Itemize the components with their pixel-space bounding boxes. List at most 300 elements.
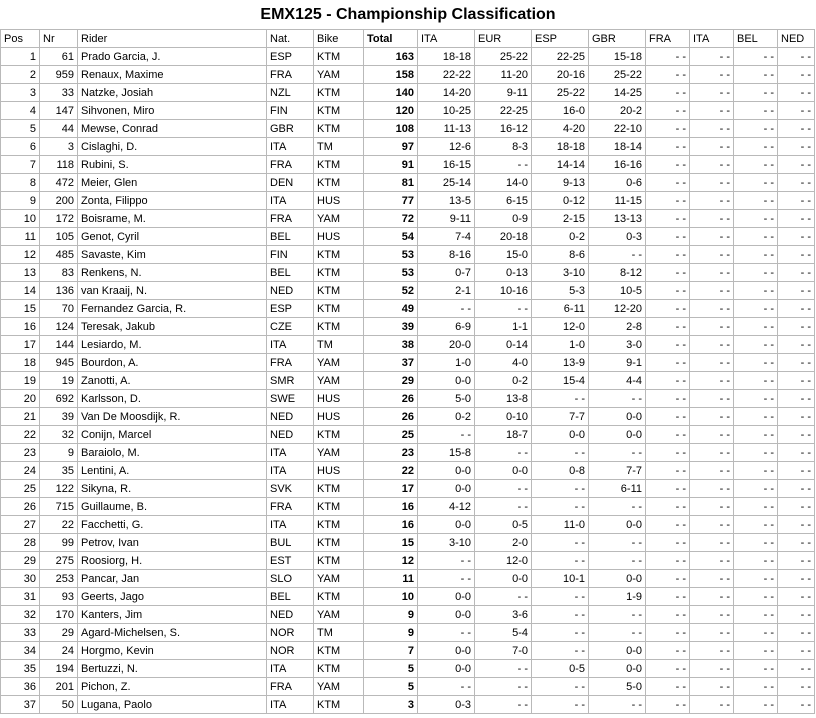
round-result-cell: 25-14 <box>418 174 475 192</box>
round-result-cell: - - <box>734 660 778 678</box>
round-result-cell: - - <box>690 264 734 282</box>
rider-cell: Guillaume, B. <box>78 498 267 516</box>
table-row <box>1 372 815 390</box>
round-result-cell: - - <box>690 444 734 462</box>
nat-cell: FRA <box>267 156 314 174</box>
round-result-cell: - - <box>475 156 532 174</box>
round-result-cell: 13-13 <box>589 210 646 228</box>
total-cell: 52 <box>364 282 418 300</box>
total-cell: 91 <box>364 156 418 174</box>
pos-cell: 5 <box>1 120 40 138</box>
round-result-cell: 3-0 <box>589 336 646 354</box>
pos-cell: 29 <box>1 552 40 570</box>
bike-cell: HUS <box>314 408 364 426</box>
round-result-cell: - - <box>734 372 778 390</box>
round-result-cell: 22-25 <box>475 102 532 120</box>
round-result-cell: - - <box>646 138 690 156</box>
round-result-cell: 0-0 <box>418 606 475 624</box>
total-cell: 9 <box>364 624 418 642</box>
round-result-cell: - - <box>734 300 778 318</box>
bike-cell: YAM <box>314 210 364 228</box>
pos-cell: 24 <box>1 462 40 480</box>
round-result-cell: - - <box>475 480 532 498</box>
rider-cell: Renaux, Maxime <box>78 66 267 84</box>
round-result-cell: - - <box>734 498 778 516</box>
bike-cell: KTM <box>314 642 364 660</box>
nr-cell: 22 <box>40 516 78 534</box>
total-cell: 49 <box>364 300 418 318</box>
round-result-cell: - - <box>734 642 778 660</box>
round-result-cell: - - <box>778 660 815 678</box>
round-result-cell: - - <box>589 534 646 552</box>
total-cell: 72 <box>364 210 418 228</box>
round-result-cell: - - <box>690 354 734 372</box>
header-rider: Rider <box>78 30 267 48</box>
round-result-cell: 20-0 <box>418 336 475 354</box>
round-result-cell: - - <box>418 552 475 570</box>
nr-cell: 485 <box>40 246 78 264</box>
round-result-cell: - - <box>646 156 690 174</box>
round-result-cell: 14-20 <box>418 84 475 102</box>
round-result-cell: - - <box>418 426 475 444</box>
table-row <box>1 318 815 336</box>
round-result-cell: 3-6 <box>475 606 532 624</box>
bike-cell: KTM <box>314 174 364 192</box>
nr-cell: 200 <box>40 192 78 210</box>
round-result-cell: - - <box>475 678 532 696</box>
nr-cell: 39 <box>40 408 78 426</box>
bike-cell: KTM <box>314 660 364 678</box>
round-result-cell: - - <box>734 552 778 570</box>
round-result-cell: 0-0 <box>475 570 532 588</box>
pos-cell: 31 <box>1 588 40 606</box>
round-result-cell: - - <box>532 606 589 624</box>
bike-cell: KTM <box>314 498 364 516</box>
round-result-cell: - - <box>734 588 778 606</box>
nat-cell: NED <box>267 426 314 444</box>
rider-cell: Petrov, Ivan <box>78 534 267 552</box>
round-result-cell: - - <box>778 642 815 660</box>
total-cell: 23 <box>364 444 418 462</box>
pos-cell: 23 <box>1 444 40 462</box>
round-result-cell: - - <box>418 570 475 588</box>
bike-cell: YAM <box>314 66 364 84</box>
round-result-cell: 0-0 <box>589 642 646 660</box>
round-result-cell: 2-1 <box>418 282 475 300</box>
round-result-cell: 0-7 <box>418 264 475 282</box>
pos-cell: 16 <box>1 318 40 336</box>
round-result-cell: - - <box>690 156 734 174</box>
nr-cell: 715 <box>40 498 78 516</box>
round-result-cell: - - <box>646 678 690 696</box>
rider-cell: Sihvonen, Miro <box>78 102 267 120</box>
round-result-cell: - - <box>418 624 475 642</box>
round-result-cell: 6-11 <box>532 300 589 318</box>
round-result-cell: 0-0 <box>418 642 475 660</box>
round-result-cell: - - <box>690 48 734 66</box>
pos-cell: 11 <box>1 228 40 246</box>
nr-cell: 83 <box>40 264 78 282</box>
total-cell: 26 <box>364 408 418 426</box>
header-nr: Nr <box>40 30 78 48</box>
nr-cell: 147 <box>40 102 78 120</box>
pos-cell: 20 <box>1 390 40 408</box>
rider-cell: Geerts, Jago <box>78 588 267 606</box>
round-result-cell: - - <box>778 264 815 282</box>
total-cell: 37 <box>364 354 418 372</box>
round-result-cell: - - <box>734 696 778 714</box>
bike-cell: YAM <box>314 678 364 696</box>
bike-cell: KTM <box>314 84 364 102</box>
rider-cell: Bertuzzi, N. <box>78 660 267 678</box>
round-result-cell: 0-0 <box>418 372 475 390</box>
pos-cell: 36 <box>1 678 40 696</box>
round-result-cell: - - <box>690 336 734 354</box>
round-result-cell: - - <box>646 480 690 498</box>
round-result-cell: - - <box>475 300 532 318</box>
table-row <box>1 516 815 534</box>
round-result-cell: - - <box>589 606 646 624</box>
page-title: EMX125 - Championship Classification <box>260 6 556 23</box>
nr-cell: 19 <box>40 372 78 390</box>
nat-cell: CZE <box>267 318 314 336</box>
round-result-cell: 2-15 <box>532 210 589 228</box>
round-result-cell: - - <box>778 534 815 552</box>
total-cell: 158 <box>364 66 418 84</box>
round-result-cell: 0-2 <box>418 408 475 426</box>
round-result-cell: 8-12 <box>589 264 646 282</box>
header-row <box>1 30 815 48</box>
nat-cell: FIN <box>267 246 314 264</box>
table-row <box>1 210 815 228</box>
pos-cell: 26 <box>1 498 40 516</box>
header-round-1: ITA <box>418 30 475 48</box>
pos-cell: 19 <box>1 372 40 390</box>
bike-cell: KTM <box>314 102 364 120</box>
round-result-cell: - - <box>778 300 815 318</box>
nat-cell: BUL <box>267 534 314 552</box>
round-result-cell: - - <box>778 246 815 264</box>
round-result-cell: - - <box>734 516 778 534</box>
round-result-cell: - - <box>690 84 734 102</box>
round-result-cell: - - <box>646 318 690 336</box>
round-result-cell: - - <box>646 192 690 210</box>
round-result-cell: - - <box>475 696 532 714</box>
round-result-cell: 0-3 <box>418 696 475 714</box>
round-result-cell: 0-5 <box>532 660 589 678</box>
round-result-cell: 14-25 <box>589 84 646 102</box>
round-result-cell: - - <box>646 498 690 516</box>
bike-cell: HUS <box>314 390 364 408</box>
nat-cell: GBR <box>267 120 314 138</box>
round-result-cell: - - <box>690 462 734 480</box>
nr-cell: 118 <box>40 156 78 174</box>
bike-cell: TM <box>314 138 364 156</box>
nr-cell: 44 <box>40 120 78 138</box>
pos-cell: 15 <box>1 300 40 318</box>
round-result-cell: 16-12 <box>475 120 532 138</box>
round-result-cell: - - <box>778 408 815 426</box>
nat-cell: ITA <box>267 696 314 714</box>
round-result-cell: - - <box>778 48 815 66</box>
round-result-cell: - - <box>589 696 646 714</box>
nr-cell: 29 <box>40 624 78 642</box>
total-cell: 5 <box>364 660 418 678</box>
round-result-cell: - - <box>646 516 690 534</box>
round-result-cell: - - <box>778 390 815 408</box>
round-result-cell: - - <box>690 534 734 552</box>
total-cell: 17 <box>364 480 418 498</box>
pos-cell: 28 <box>1 534 40 552</box>
round-result-cell: 6-11 <box>589 480 646 498</box>
bike-cell: TM <box>314 336 364 354</box>
round-result-cell: - - <box>690 102 734 120</box>
total-cell: 22 <box>364 462 418 480</box>
nat-cell: ITA <box>267 138 314 156</box>
total-cell: 53 <box>364 264 418 282</box>
bike-cell: YAM <box>314 570 364 588</box>
header-round-4: GBR <box>589 30 646 48</box>
round-result-cell: - - <box>778 66 815 84</box>
round-result-cell: 9-11 <box>418 210 475 228</box>
bike-cell: KTM <box>314 516 364 534</box>
round-result-cell: - - <box>778 210 815 228</box>
round-result-cell: 10-25 <box>418 102 475 120</box>
pos-cell: 12 <box>1 246 40 264</box>
round-result-cell: - - <box>589 552 646 570</box>
header-round-5: FRA <box>646 30 690 48</box>
nr-cell: 99 <box>40 534 78 552</box>
bike-cell: YAM <box>314 354 364 372</box>
round-result-cell: - - <box>734 264 778 282</box>
round-result-cell: 15-0 <box>475 246 532 264</box>
round-result-cell: - - <box>778 678 815 696</box>
round-result-cell: 0-13 <box>475 264 532 282</box>
round-result-cell: - - <box>778 318 815 336</box>
table-row <box>1 588 815 606</box>
table-row <box>1 228 815 246</box>
round-result-cell: - - <box>778 480 815 498</box>
round-result-cell: - - <box>690 120 734 138</box>
round-result-cell: 1-1 <box>475 318 532 336</box>
pos-cell: 25 <box>1 480 40 498</box>
round-result-cell: - - <box>418 300 475 318</box>
rider-cell: Agard-Michelsen, S. <box>78 624 267 642</box>
round-result-cell: - - <box>475 660 532 678</box>
round-result-cell: 10-5 <box>589 282 646 300</box>
round-result-cell: 9-13 <box>532 174 589 192</box>
round-result-cell: - - <box>778 372 815 390</box>
nat-cell: FRA <box>267 678 314 696</box>
round-result-cell: 15-4 <box>532 372 589 390</box>
round-result-cell: 0-0 <box>475 462 532 480</box>
header-bike: Bike <box>314 30 364 48</box>
round-result-cell: - - <box>532 696 589 714</box>
total-cell: 163 <box>364 48 418 66</box>
round-result-cell: 18-14 <box>589 138 646 156</box>
round-result-cell: - - <box>690 606 734 624</box>
rider-cell: Cislaghi, D. <box>78 138 267 156</box>
round-result-cell: - - <box>589 498 646 516</box>
round-result-cell: - - <box>734 246 778 264</box>
round-result-cell: - - <box>532 588 589 606</box>
nr-cell: 3 <box>40 138 78 156</box>
table-row <box>1 696 815 714</box>
nat-cell: SVK <box>267 480 314 498</box>
round-result-cell: 16-15 <box>418 156 475 174</box>
rider-cell: Natzke, Josiah <box>78 84 267 102</box>
round-result-cell: - - <box>646 282 690 300</box>
round-result-cell: 0-14 <box>475 336 532 354</box>
round-result-cell: 22-10 <box>589 120 646 138</box>
nat-cell: ITA <box>267 660 314 678</box>
round-result-cell: 0-0 <box>418 588 475 606</box>
round-result-cell: - - <box>532 390 589 408</box>
round-result-cell: - - <box>646 642 690 660</box>
round-result-cell: - - <box>734 48 778 66</box>
round-result-cell: 18-18 <box>418 48 475 66</box>
round-result-cell: 7-4 <box>418 228 475 246</box>
pos-cell: 33 <box>1 624 40 642</box>
round-result-cell: - - <box>646 372 690 390</box>
nat-cell: FIN <box>267 102 314 120</box>
round-result-cell: - - <box>646 102 690 120</box>
round-result-cell: - - <box>690 642 734 660</box>
nat-cell: NOR <box>267 624 314 642</box>
bike-cell: KTM <box>314 120 364 138</box>
round-result-cell: 22-22 <box>418 66 475 84</box>
total-cell: 77 <box>364 192 418 210</box>
round-result-cell: - - <box>778 624 815 642</box>
total-cell: 3 <box>364 696 418 714</box>
rider-cell: Zonta, Filippo <box>78 192 267 210</box>
nr-cell: 194 <box>40 660 78 678</box>
round-result-cell: - - <box>778 696 815 714</box>
bike-cell: YAM <box>314 606 364 624</box>
total-cell: 140 <box>364 84 418 102</box>
rider-cell: Horgmo, Kevin <box>78 642 267 660</box>
round-result-cell: - - <box>778 84 815 102</box>
round-result-cell: 0-8 <box>532 462 589 480</box>
table-row <box>1 264 815 282</box>
rider-cell: Zanotti, A. <box>78 372 267 390</box>
round-result-cell: - - <box>532 642 589 660</box>
pos-cell: 8 <box>1 174 40 192</box>
round-result-cell: 5-0 <box>418 390 475 408</box>
round-result-cell: - - <box>690 570 734 588</box>
rider-cell: Renkens, N. <box>78 264 267 282</box>
header-pos: Pos <box>1 30 40 48</box>
round-result-cell: - - <box>778 336 815 354</box>
round-result-cell: 8-3 <box>475 138 532 156</box>
nat-cell: ESP <box>267 300 314 318</box>
round-result-cell: 11-15 <box>589 192 646 210</box>
total-cell: 5 <box>364 678 418 696</box>
round-result-cell: 20-18 <box>475 228 532 246</box>
nr-cell: 201 <box>40 678 78 696</box>
table-row <box>1 606 815 624</box>
rider-cell: Rubini, S. <box>78 156 267 174</box>
rider-cell: Genot, Cyril <box>78 228 267 246</box>
table-row <box>1 120 815 138</box>
round-result-cell: 14-0 <box>475 174 532 192</box>
nr-cell: 105 <box>40 228 78 246</box>
round-result-cell: 6-15 <box>475 192 532 210</box>
total-cell: 26 <box>364 390 418 408</box>
round-result-cell: - - <box>646 426 690 444</box>
bike-cell: KTM <box>314 282 364 300</box>
table-row <box>1 246 815 264</box>
rider-cell: Bourdon, A. <box>78 354 267 372</box>
round-result-cell: 0-0 <box>589 660 646 678</box>
nr-cell: 33 <box>40 84 78 102</box>
table-row <box>1 174 815 192</box>
round-result-cell: - - <box>646 408 690 426</box>
round-result-cell: - - <box>646 354 690 372</box>
round-result-cell: 18-7 <box>475 426 532 444</box>
table-row <box>1 102 815 120</box>
table-row <box>1 552 815 570</box>
round-result-cell: - - <box>778 426 815 444</box>
round-result-cell: - - <box>646 534 690 552</box>
nat-cell: ITA <box>267 516 314 534</box>
total-cell: 108 <box>364 120 418 138</box>
nat-cell: ITA <box>267 192 314 210</box>
round-result-cell: - - <box>690 300 734 318</box>
table-row <box>1 156 815 174</box>
nat-cell: FRA <box>267 66 314 84</box>
rider-cell: Meier, Glen <box>78 174 267 192</box>
table-row <box>1 480 815 498</box>
round-result-cell: - - <box>532 444 589 462</box>
round-result-cell: - - <box>734 534 778 552</box>
table-row <box>1 84 815 102</box>
round-result-cell: - - <box>532 552 589 570</box>
round-result-cell: - - <box>646 84 690 102</box>
round-result-cell: - - <box>690 138 734 156</box>
round-result-cell: 4-12 <box>418 498 475 516</box>
nat-cell: ITA <box>267 336 314 354</box>
pos-cell: 10 <box>1 210 40 228</box>
nr-cell: 136 <box>40 282 78 300</box>
pos-cell: 32 <box>1 606 40 624</box>
round-result-cell: - - <box>646 210 690 228</box>
table-row <box>1 642 815 660</box>
rider-cell: Pancar, Jan <box>78 570 267 588</box>
total-cell: 15 <box>364 534 418 552</box>
header-nat: Nat. <box>267 30 314 48</box>
round-result-cell: 11-20 <box>475 66 532 84</box>
round-result-cell: 15-8 <box>418 444 475 462</box>
round-result-cell: - - <box>646 66 690 84</box>
header-round-7: BEL <box>734 30 778 48</box>
rider-cell: Sikyna, R. <box>78 480 267 498</box>
round-result-cell: 14-14 <box>532 156 589 174</box>
classification-body <box>1 48 815 714</box>
rider-cell: Facchetti, G. <box>78 516 267 534</box>
pos-cell: 7 <box>1 156 40 174</box>
table-row <box>1 678 815 696</box>
round-result-cell: - - <box>690 588 734 606</box>
round-result-cell: 4-20 <box>532 120 589 138</box>
header-round-8: NED <box>778 30 815 48</box>
round-result-cell: 1-9 <box>589 588 646 606</box>
round-result-cell: - - <box>646 246 690 264</box>
bike-cell: KTM <box>314 696 364 714</box>
bike-cell: HUS <box>314 228 364 246</box>
round-result-cell: - - <box>690 210 734 228</box>
round-result-cell: 10-1 <box>532 570 589 588</box>
